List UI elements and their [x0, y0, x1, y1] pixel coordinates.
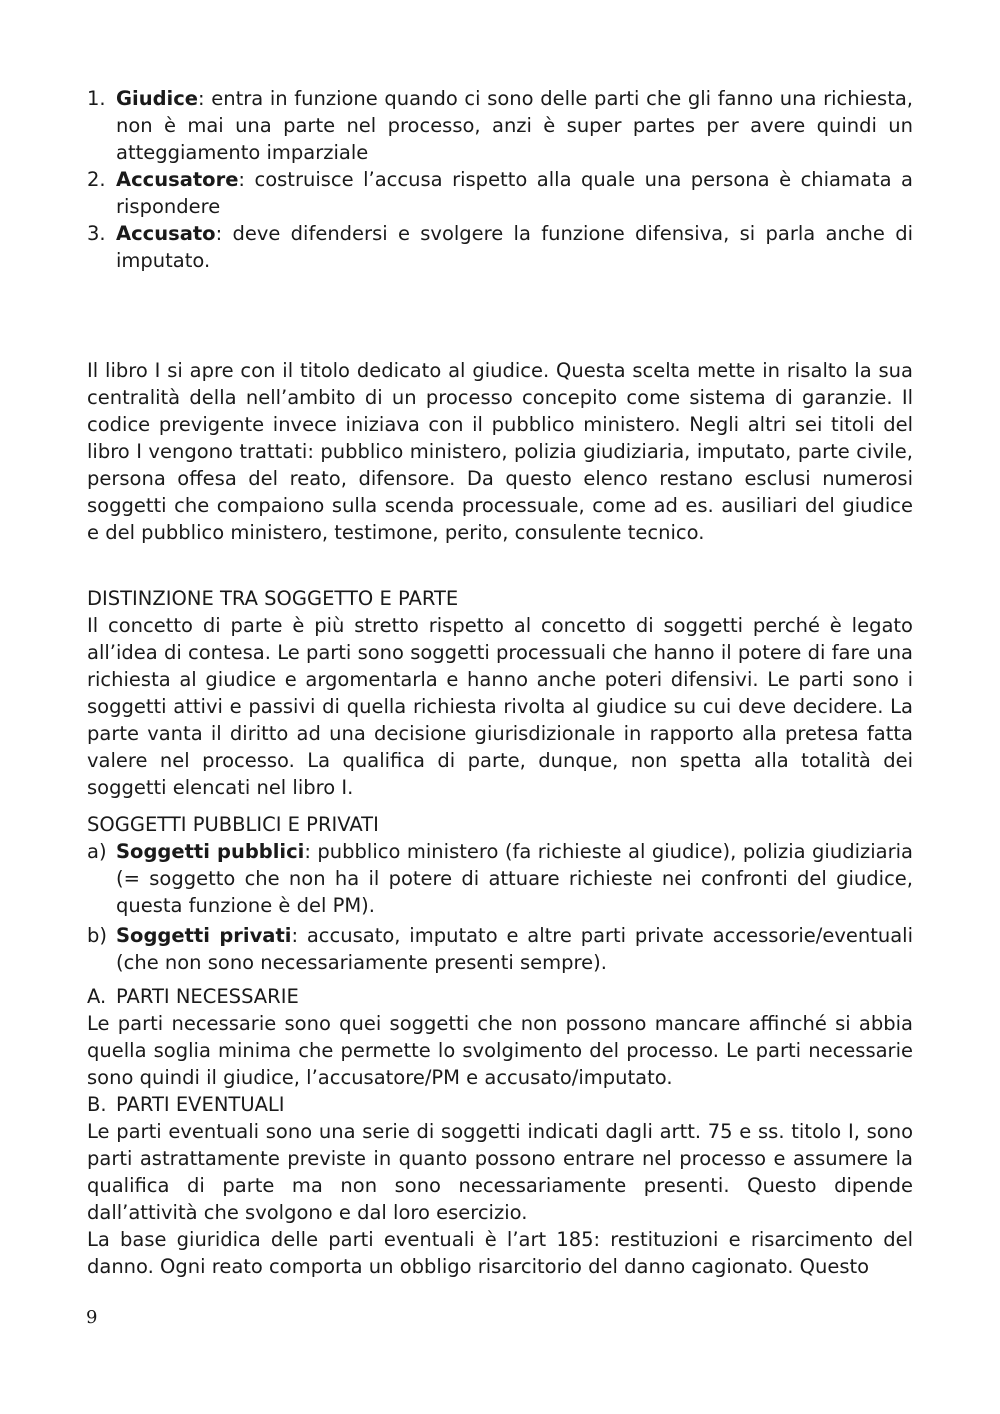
- list-item: [87, 85, 913, 166]
- list-term: Accusato: [116, 222, 216, 245]
- list-item: [87, 922, 913, 976]
- section-heading: SOGGETTI PUBBLICI E PRIVATI: [87, 813, 379, 836]
- section-soggetti-pubblici-privati: [87, 811, 913, 976]
- list-marker: 1.: [87, 87, 106, 110]
- section-heading: [87, 983, 913, 1010]
- list-text: : costruisce l’accusa rispetto alla quale una persona è chiamata a rispondere: [116, 168, 913, 218]
- list-text: : accusato, imputato e altre parti private accessorie/eventuali (che non sono necessariamente presenti sempre).: [116, 924, 914, 974]
- heading-marker: A.: [87, 985, 107, 1008]
- list-marker: 3.: [87, 222, 106, 245]
- list-term: Giudice: [116, 87, 198, 110]
- list-text: : deve difendersi e svolgere la funzione difensiva, si parla anche di imputato.: [116, 222, 913, 272]
- section-heading: [87, 1091, 913, 1118]
- list-marker: 2.: [87, 168, 106, 191]
- section-heading: DISTINZIONE TRA SOGGETTO E PARTE: [87, 587, 459, 610]
- intro-paragraph: Il libro I si apre con il titolo dedicato al giudice. Questa scelta mette in risalto la sua centralità della nell’ambito di un processo concepito come sistema di garanzie. Il codice previgente invece iniziava con il pubblico ministero. Negli altri sei titoli del libro I vengono trattati: pubblico ministero, polizia giudiziaria, imputato, parte civile, persona offesa del reato, difensore. Da questo elenco restano esclusi numerosi soggetti che compaiono sulla scenda processuale, come ad es. ausiliari del giudice e del pubblico ministero, testimone, perito, consulente tecnico.: [87, 359, 913, 544]
- section-paragraph: La base giuridica delle parti eventuali è l’art 185: restituzioni e risarcimento del danno. Ogni reato comporta un obbligo risarcitorio del danno cagionato. Questo: [87, 1228, 913, 1278]
- list-item: [87, 838, 913, 919]
- section-parti: [87, 983, 913, 1280]
- list-item: [87, 166, 913, 220]
- page-number: 9: [86, 1307, 98, 1328]
- section-paragraph: Il concetto di parte è più stretto rispetto al concetto di soggetti perché è legato all’idea di contesa. Le parti sono soggetti processuali che hanno il potere di fare una richiesta al giudice e argomentarla e hanno anche poteri difensivi. Le parti sono i soggetti attivi e passivi di quella richiesta rivolta al giudice su cui deve decidere. La parte vanta il diritto ad una decisione giurisdizionale in rapporto alla pretesa fatta valere nel processo. La qualifica di parte, dunque, non spetta alla totalità dei soggetti elencati nel libro I.: [87, 614, 913, 799]
- section-paragraph: Le parti necessarie sono quei soggetti che non possono mancare affinché si abbia quella soglia minima che permette lo svolgimento del processo. Le parti necessarie sono quindi il giudice, l’accusatore/PM e accusato/imputato.: [87, 1012, 913, 1089]
- list-marker: a): [87, 840, 107, 863]
- heading-marker: B.: [87, 1093, 107, 1116]
- list-item: [87, 220, 913, 274]
- roles-list: [87, 85, 913, 274]
- section-paragraph: Le parti eventuali sono una serie di soggetti indicati dagli artt. 75 e ss. titolo I, sono parti astrattamente previste in quanto possono entrare nel processo e assumere la qualifica di parte ma non sono necessariamente presenti. Questo dipende dall’attività che svolgono e dal loro esercizio.: [87, 1120, 913, 1224]
- list-term: Soggetti pubblici: [116, 840, 305, 863]
- heading-text: PARTI EVENTUALI: [116, 1093, 285, 1116]
- section-soggetto-parte: [87, 585, 913, 801]
- list-term: Accusatore: [116, 168, 239, 191]
- list-term: Soggetti privati: [116, 924, 292, 947]
- list-text: : pubblico ministero (fa richieste al giudice), polizia giudiziaria (= soggetto che non ha il potere di attuare richieste nei confronti del giudice, questa funzione è del PM).: [116, 840, 913, 917]
- list-text: : entra in funzione quando ci sono delle parti che gli fanno una richiesta, non è mai una parte nel processo, anzi è super partes per avere quindi un atteggiamento imparziale: [116, 87, 913, 164]
- soggetti-list: [87, 838, 913, 976]
- list-marker: b): [87, 924, 107, 947]
- heading-text: PARTI NECESSARIE: [116, 985, 299, 1008]
